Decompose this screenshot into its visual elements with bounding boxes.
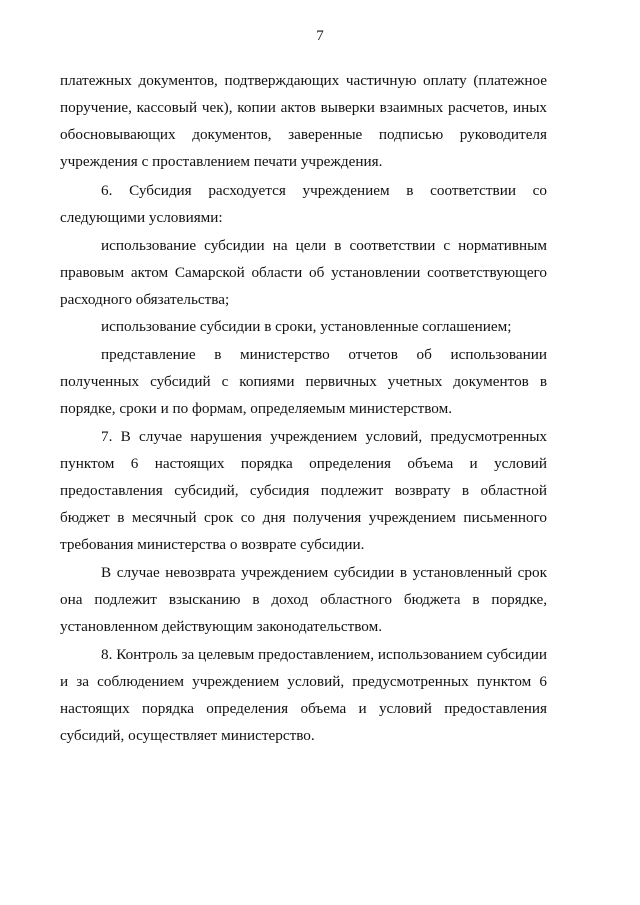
text-line: 6. Субсидия расходуется учреждением в соответствии со — [101, 182, 547, 199]
text-line: 8. Контроль за целевым предоставлением, использованием субсидии — [101, 646, 547, 663]
text-line: порядке, сроки и по формам, определяемым министерством. — [60, 400, 453, 417]
text-line: требования министерства о возврате субсидии. — [60, 536, 365, 553]
text-line: поручение, кассовый чек), копии актов выверки взаимных расчетов, иных — [60, 99, 547, 116]
text-line: учреждения с проставлением печати учреждения. — [60, 153, 383, 170]
text-line: использование субсидии в сроки, установленные соглашением; — [101, 318, 512, 335]
text-line: установленном действующим законодательством. — [60, 618, 383, 635]
text-line: правовым актом Самарской области об установлении соответствующего — [60, 264, 547, 281]
text-line: бюджет в месячный срок со дня получения учреждением письменного — [60, 509, 547, 526]
text-line: расходного обязательства; — [60, 291, 230, 308]
text-line: пунктом 6 настоящих порядка определения объема и условий — [60, 455, 547, 472]
text-line: она подлежит взысканию в доход областного бюджета в порядке, — [60, 591, 547, 608]
page-number: 7 — [316, 28, 324, 44]
text-line: платежных документов, подтверждающих частичную оплату (платежное — [60, 72, 547, 89]
text-line: предоставления субсидий, субсидия подлежит возврату в областной — [60, 482, 547, 499]
text-line: представление в министерство отчетов об использовании — [101, 346, 547, 363]
text-line: и за соблюдением учреждением условий, предусмотренных пунктом 6 — [60, 673, 547, 690]
text-line: обосновывающих документов, заверенные подписью руководителя — [60, 126, 547, 143]
text-line: субсидий, осуществляет министерство. — [60, 727, 315, 744]
text-line: 7. В случае нарушения учреждением условий, предусмотренных — [101, 428, 547, 445]
text-line: настоящих порядка определения объема и условий предоставления — [60, 700, 547, 717]
text-line: полученных субсидий с копиями первичных учетных документов в — [60, 373, 547, 390]
text-line: В случае невозврата учреждением субсидии в установленный срок — [101, 564, 547, 581]
text-line: следующими условиями: — [60, 209, 223, 226]
text-line: использование субсидии на цели в соответствии с нормативным — [101, 237, 547, 254]
